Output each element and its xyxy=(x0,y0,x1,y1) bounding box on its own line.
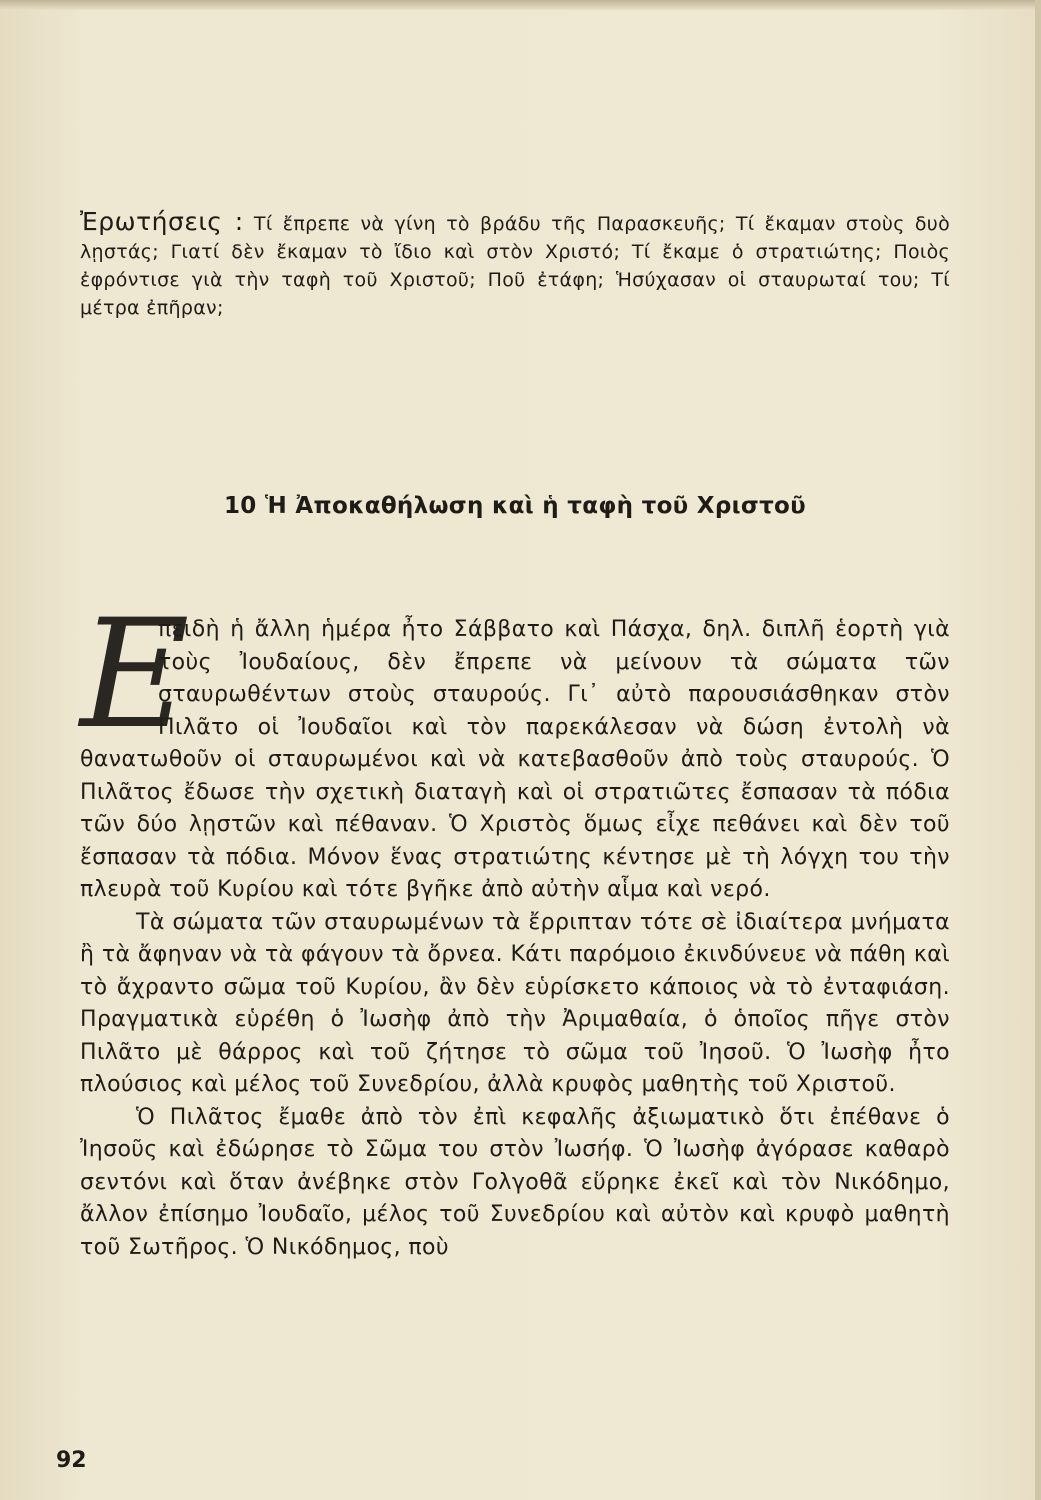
top-edge-shadow xyxy=(0,0,1041,10)
questions-label: Ἐρωτήσεις : xyxy=(80,207,244,236)
paragraph-1 xyxy=(80,588,950,907)
chapter-title: 10 Ἡ Ἀποκαθήλωση καὶ ἡ ταφὴ τοῦ Χριστοῦ xyxy=(224,493,806,519)
right-page-edge xyxy=(1035,0,1041,1500)
paragraph-3: Ὁ Πιλᾶτος ἔμαθε ἀπὸ τὸν ἐπὶ κεφαλῆς ἀξιωματικὸ ὅτι ἐπέθανε ὁ Ἰησοῦς καὶ ἐδώρησε τὸ Σῶμα του στὸν Ἰωσήφ. Ὁ Ἰωσὴφ ἀγόρασε καθαρὸ σεντόνι καὶ ὅταν ἀνέβηκε στὸν Γολγοθᾶ εὕρηκε ἐκεῖ καὶ τὸν Νικόδημο, ἄλλον ἐπίσημο Ἰουδαῖο, μέλος τοῦ Συνεδρίου καὶ αὐτὸν καὶ κρυφὸ μαθητὴ τοῦ Σωτῆρος. Ὁ Νικόδημος, ποὺ xyxy=(80,1104,950,1260)
questions-block xyxy=(80,208,950,322)
chapter-body xyxy=(80,588,950,1264)
paragraph-1-text: πειδὴ ἡ ἄλλη ἡμέρα ἦτο Σάββατο καὶ Πάσχα, δηλ. διπλῆ ἑορτὴ γιὰ τοὺς Ἰουδαίους, δὲν ἔπρεπε νὰ μείνουν τὰ σώματα τῶν σταυρωθέντων στοὺς σταυρούς. Γι᾽ αὐτὸ παρουσιάσθηκαν στὸν Πιλᾶτο οἱ Ἰουδαῖοι καὶ τὸν παρεκάλεσαν νὰ δώση ἐντολὴ νὰ θανατωθοῦν οἱ σταυρωμένοι καὶ νὰ κατεβασθοῦν ἀπὸ τοὺς σταυρούς. Ὁ Πιλᾶτος ἔδωσε τὴν σχετικὴ διαταγὴ καὶ οἱ στρατιῶτες ἔσπασαν τὰ πόδια τῶν δύο λῃστῶν καὶ πέθαναν. Ὁ Χριστὸς ὅμως εἶχε πεθάνει καὶ δὲν τοῦ ἔσπασαν τὰ πόδια. Μόνον ἕνας στρατιώτης κέντησε μὲ τὴ λόγχη του τὴν πλευρὰ τοῦ Κυρίου καὶ τότε βγῆκε ἀπὸ αὐτὴν αἷμα καὶ νερό. xyxy=(80,617,950,902)
drop-cap: Ε xyxy=(80,588,190,762)
page-number: 92 xyxy=(56,1448,87,1473)
paragraph-2: Τὰ σώματα τῶν σταυρωμένων τὰ ἔρριπταν τότε σὲ ἰδιαίτερα μνήματα ἢ τὰ ἄφηναν νὰ τὰ φάγουν τὰ ὄρνεα. Κάτι παρόμοιο ἐκινδύνευε νὰ πάθη καὶ τὸ ἄχραντο σῶμα τοῦ Κυρίου, ἂν δὲν εὑρίσκετο κάποιος νὰ τὸ ἐνταφιάση. Πραγματικὰ εὑρέθη ὁ Ἰωσὴφ ἀπὸ τὴν Ἀριμαθαία, ὁ ὁποῖος πῆγε στὸν Πιλᾶτο μὲ θάρρος καὶ τοῦ ζήτησε τὸ σῶμα τοῦ Ἰησοῦ. Ὁ Ἰωσὴφ ἦτο πλούσιος καὶ μέλος τοῦ Συνεδρίου, ἀλλὰ κρυφὸς μαθητὴς τοῦ Χριστοῦ. xyxy=(80,909,950,1097)
questions-text: Τί ἔπρεπε νὰ γίνη τὸ βράδυ τῆς Παρασκευῆς; Τί ἔκαμαν στοὺς δυὸ λῃστάς; Γιατί δὲν ἔκαμαν τὸ ἴδιο καὶ στὸν Χριστό; Τί ἔκαμε ὁ στρατιώτης; Ποιὸς ἐφρόντισε γιὰ τὴν ταφὴ τοῦ Χριστοῦ; Ποῦ ἐτάφη; Ἡσύχασαν οἱ σταυρωταί του; Τί μέτρα ἐπῆραν; xyxy=(80,213,950,319)
